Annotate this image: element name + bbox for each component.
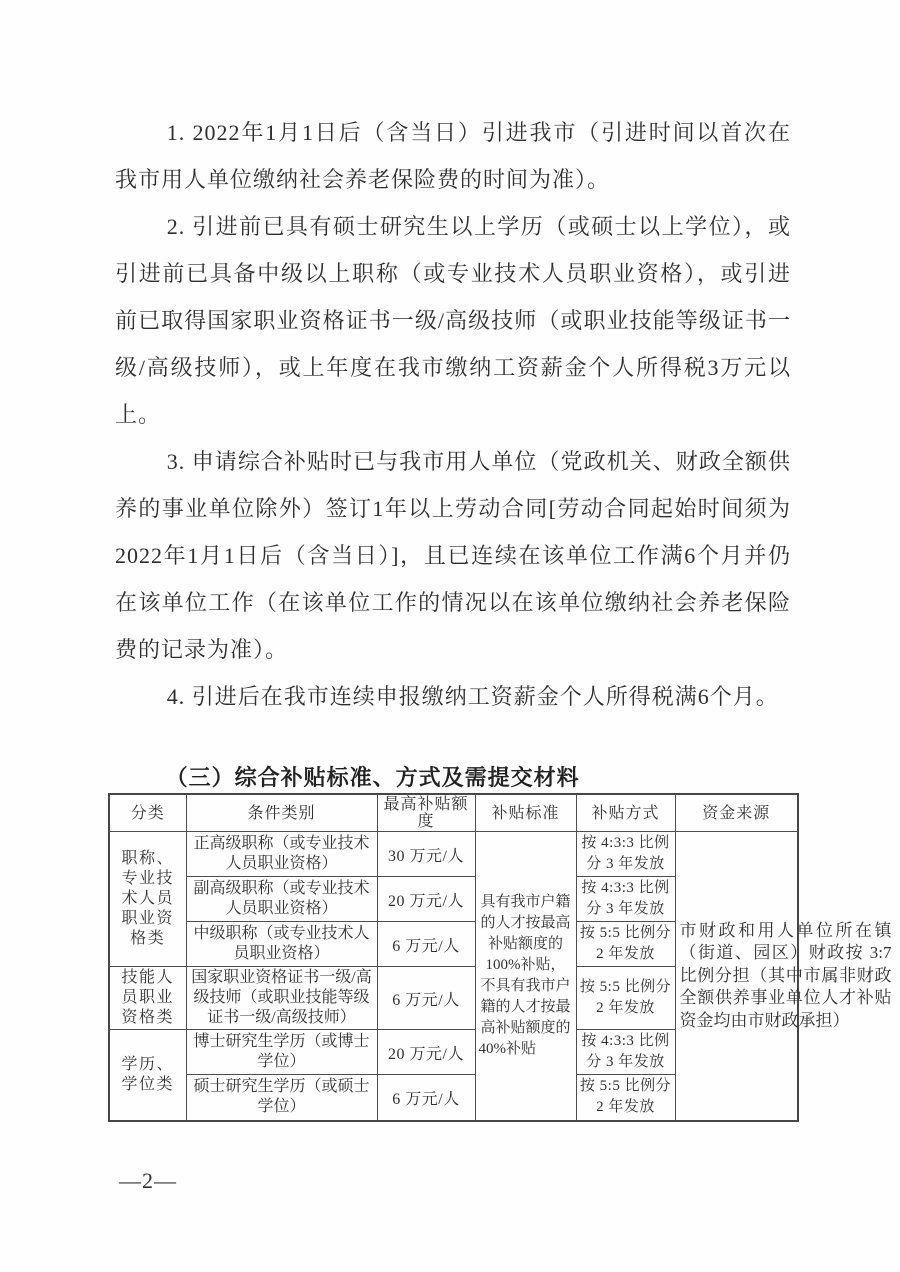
section-heading: （三）综合补贴标准、方式及需提交材料 [165,765,580,790]
condition-cell: 正高级职称（或专业技术人员职业资格） [186,832,377,877]
method-cell: 按 5:5 比例分 2 年发放 [576,1075,675,1121]
body-paragraph-3: 3. 申请综合补贴时已与我市用人单位（党政机关、财政全额供养的事业单位除外）签订1年以上劳动合同[劳动合同起始时间须为2022年1月1日后（含当日）]，且已连续在该单位工作满6个月并仍在该单位工作（在该单位工作的情况以在该单位缴纳社会养老保险费的记录为准）。 [115,449,791,662]
condition-cell: 博士研究生学历（或博士学位） [186,1030,377,1075]
body-paragraph-1: 1. 2022年1月1日后（含当日）引进我市（引进时间以首次在我市用人单位缴纳社会养老保险费的时间为准）。 [115,120,791,192]
subsidy-table [108,793,892,1122]
table-header-row [109,794,798,832]
header-standard: 补贴标准 [475,794,576,832]
condition-cell: 国家职业资格证书一级/高级技师（或职业技能等级证书一级/高级技师） [186,967,377,1030]
category-cell-title: 职称、专业技术人员职业资格类 [109,832,186,967]
page-number: —2— [119,1168,177,1193]
body-text-block [115,109,791,720]
amount-cell: 6 万元/人 [377,922,475,967]
header-category: 分类 [109,794,186,832]
condition-cell: 硕士研究生学历（或硕士学位） [186,1075,377,1121]
amount-cell: 30 万元/人 [377,832,475,877]
funding-source-cell [675,832,892,1121]
funding-source-text: 市财政和用人单位所在镇（街道、园区）财政按 3:7 比例分担（其中市属非财政全额供养事业单位人才补贴资金均由市财政承担） [679,920,892,1030]
header-method: 补贴方式 [576,794,675,832]
method-cell: 按 4:3:3 比例分 3 年发放 [576,1030,675,1075]
method-cell: 按 5:5 比例分 2 年发放 [576,967,675,1030]
header-max-amount: 最高补贴额度 [377,794,475,832]
condition-cell: 中级职称（或专业技术人员职业资格） [186,922,377,967]
amount-cell: 20 万元/人 [377,1030,475,1075]
body-paragraph-2: 2. 引进前已具有硕士研究生以上学历（或硕士以上学位），或引进前已具备中级以上职称（或专业技术人员职业资格），或引进前已取得国家职业资格证书一级/高级技师（或职业技能等级证书一级/高级技师），或上年度在我市缴纳工资薪金个人所得税3万元以上。 [115,214,791,427]
header-condition: 条件类别 [186,794,377,832]
method-cell: 按 4:3:3 比例分 3 年发放 [576,832,675,877]
amount-cell: 6 万元/人 [377,967,475,1030]
body-paragraph-4: 4. 引进后在我市连续申报缴纳工资薪金个人所得税满6个月。 [166,684,779,709]
standard-cell: 具有我市户籍的人才按最高补贴额度的100%补贴，不具有我市户籍的人才按最高补贴额度的40%补贴 [475,832,576,1121]
category-cell-skill: 技能人员职业资格类 [109,967,186,1030]
amount-cell: 20 万元/人 [377,877,475,922]
amount-cell: 6 万元/人 [377,1075,475,1121]
condition-cell: 副高级职称（或专业技术人员职业资格） [186,877,377,922]
category-cell-degree: 学历、学位类 [109,1030,186,1121]
method-cell: 按 5:5 比例分 2 年发放 [576,922,675,967]
header-funding: 资金来源 [675,794,798,832]
table-row [109,832,798,877]
method-cell: 按 4:3:3 比例分 3 年发放 [576,877,675,922]
